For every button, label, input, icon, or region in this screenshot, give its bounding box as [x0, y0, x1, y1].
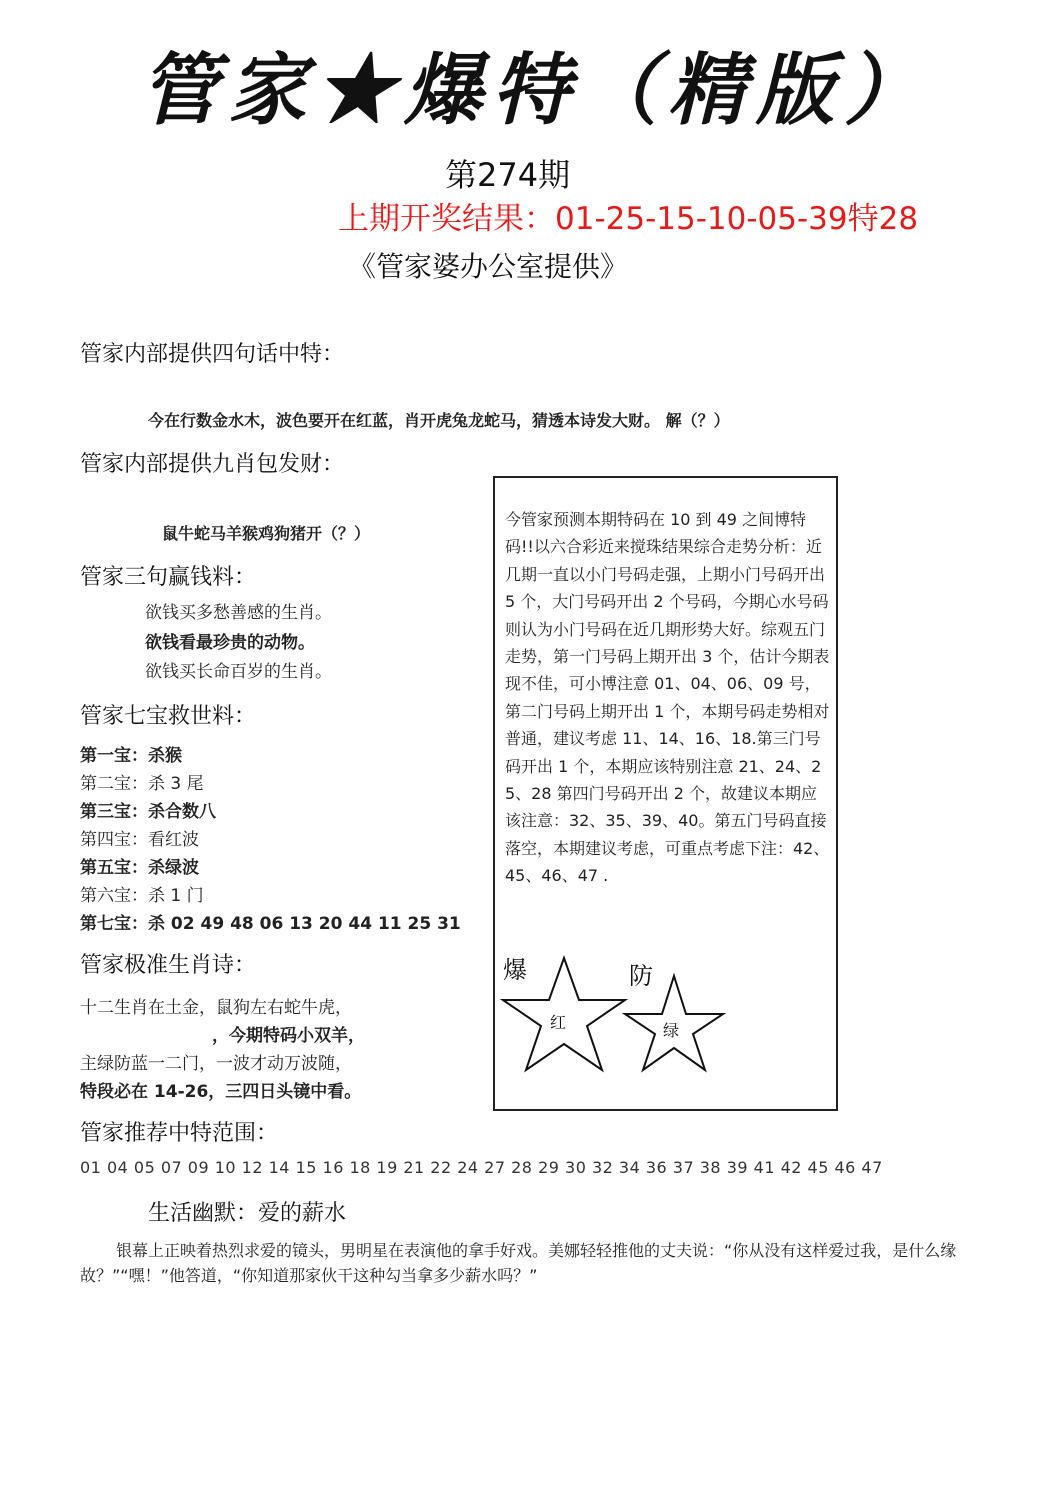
forecast-text: 今管家预测本期特码在 10 到 49 之间博特码!!以六合彩近来搅珠结果综合走势分析：近几期一直以小门号码走强，上期小门号码开出 5 个，大门号码开出 2 个号码，今期心水号码则认为小门号码在近几期形势大好。综观五门走势，第一门号码上期开出 3 个，估计今期表现不佳，可小博注意 01、04、06、09 号，第二门号码上期开出 1 个，本期号码走势相对普通，建议考虑 11、14、16、18.第三门号码开出 1 个，本期应该特别注意 21、24、25、28 第四门号码开出 2 个，故建议本期应该注意：32、35、39、40。第五门号码直接落空，本期建议考虑，可重点考虑下注：42、45、46、47 . — [505, 510, 830, 886]
treasure-item: 第一宝：杀猴 — [80, 746, 182, 766]
issue-number: 第274期 — [445, 156, 571, 194]
seven-treasures-heading: 管家七宝救世料： — [80, 704, 257, 729]
four-sentences-text: 今在行数金水木，波色要开在红蓝，肖开虎兔龙蛇马，猜透本诗发大财。 解（？） — [148, 411, 730, 430]
poem-line: ，今期特码小双羊， — [212, 1026, 365, 1046]
three-sentences-line: 欲钱买多愁善感的生肖。 — [145, 603, 332, 623]
nine-zodiac-heading: 管家内部提供九肖包发财： — [80, 452, 345, 477]
star-main-label: 爆 — [503, 956, 527, 984]
page-title: 管家★爆特（精版） — [140, 45, 933, 136]
poem-heading: 管家极准生肖诗： — [80, 953, 257, 978]
forecast-stars — [495, 948, 840, 1108]
provider-credit: 《管家婆办公室提供》 — [348, 250, 629, 283]
poem-line: 特段必在 14-26，三四日头镜中看。 — [80, 1082, 362, 1102]
nine-zodiac-text: 鼠牛蛇马羊猴鸡狗猪开（？） — [162, 524, 371, 543]
forecast-box — [493, 476, 838, 1111]
treasure-item: 第五宝：杀绿波 — [80, 858, 199, 878]
star-backup-label: 防 — [629, 962, 653, 990]
poem-line: 十二生肖在土金，鼠狗左右蛇牛虎， — [80, 998, 352, 1018]
range-numbers: 01 04 05 07 09 10 12 14 15 16 18 19 21 22 24 27 28 29 30 32 34 36 37 38 39 41 42 45 46 47 — [80, 1158, 883, 1177]
treasure-item: 第七宝：杀 02 49 48 06 13 20 44 11 25 31 — [80, 914, 461, 934]
three-sentences-line: 欲钱看最珍贵的动物。 — [145, 633, 315, 653]
treasure-item: 第四宝：看红波 — [80, 830, 199, 850]
range-heading: 管家推荐中特范围： — [80, 1121, 279, 1146]
treasure-item: 第三宝：杀合数八 — [80, 802, 216, 822]
star-main-inner: 红 — [550, 1013, 567, 1032]
last-draw-result: 上期开奖结果：01-25-15-10-05-39特28 — [338, 201, 919, 237]
three-sentences-heading: 管家三句赢钱料： — [80, 565, 257, 590]
humor-title: 生活幽默：爱的薪水 — [148, 1201, 347, 1226]
star-backup-inner: 绿 — [663, 1021, 680, 1040]
treasure-item: 第六宝：杀 1 门 — [80, 886, 204, 906]
four-sentences-heading: 管家内部提供四句话中特： — [80, 342, 345, 367]
treasure-item: 第二宝：杀 3 尾 — [80, 774, 204, 794]
humor-text: 银幕上正映着热烈求爱的镜头，男明星在表演他的拿手好戏。美娜轻轻推他的丈夫说：“你从没有这样爱过我，是什么缘故？”“嘿！”他答道，“你知道那家伙干这种勾当拿多少薪水吗？” — [80, 1241, 957, 1285]
three-sentences-line: 欲钱买长命百岁的生肖。 — [145, 662, 332, 682]
poem-line: 主绿防蓝一二门，一波才动万波随， — [80, 1054, 352, 1074]
